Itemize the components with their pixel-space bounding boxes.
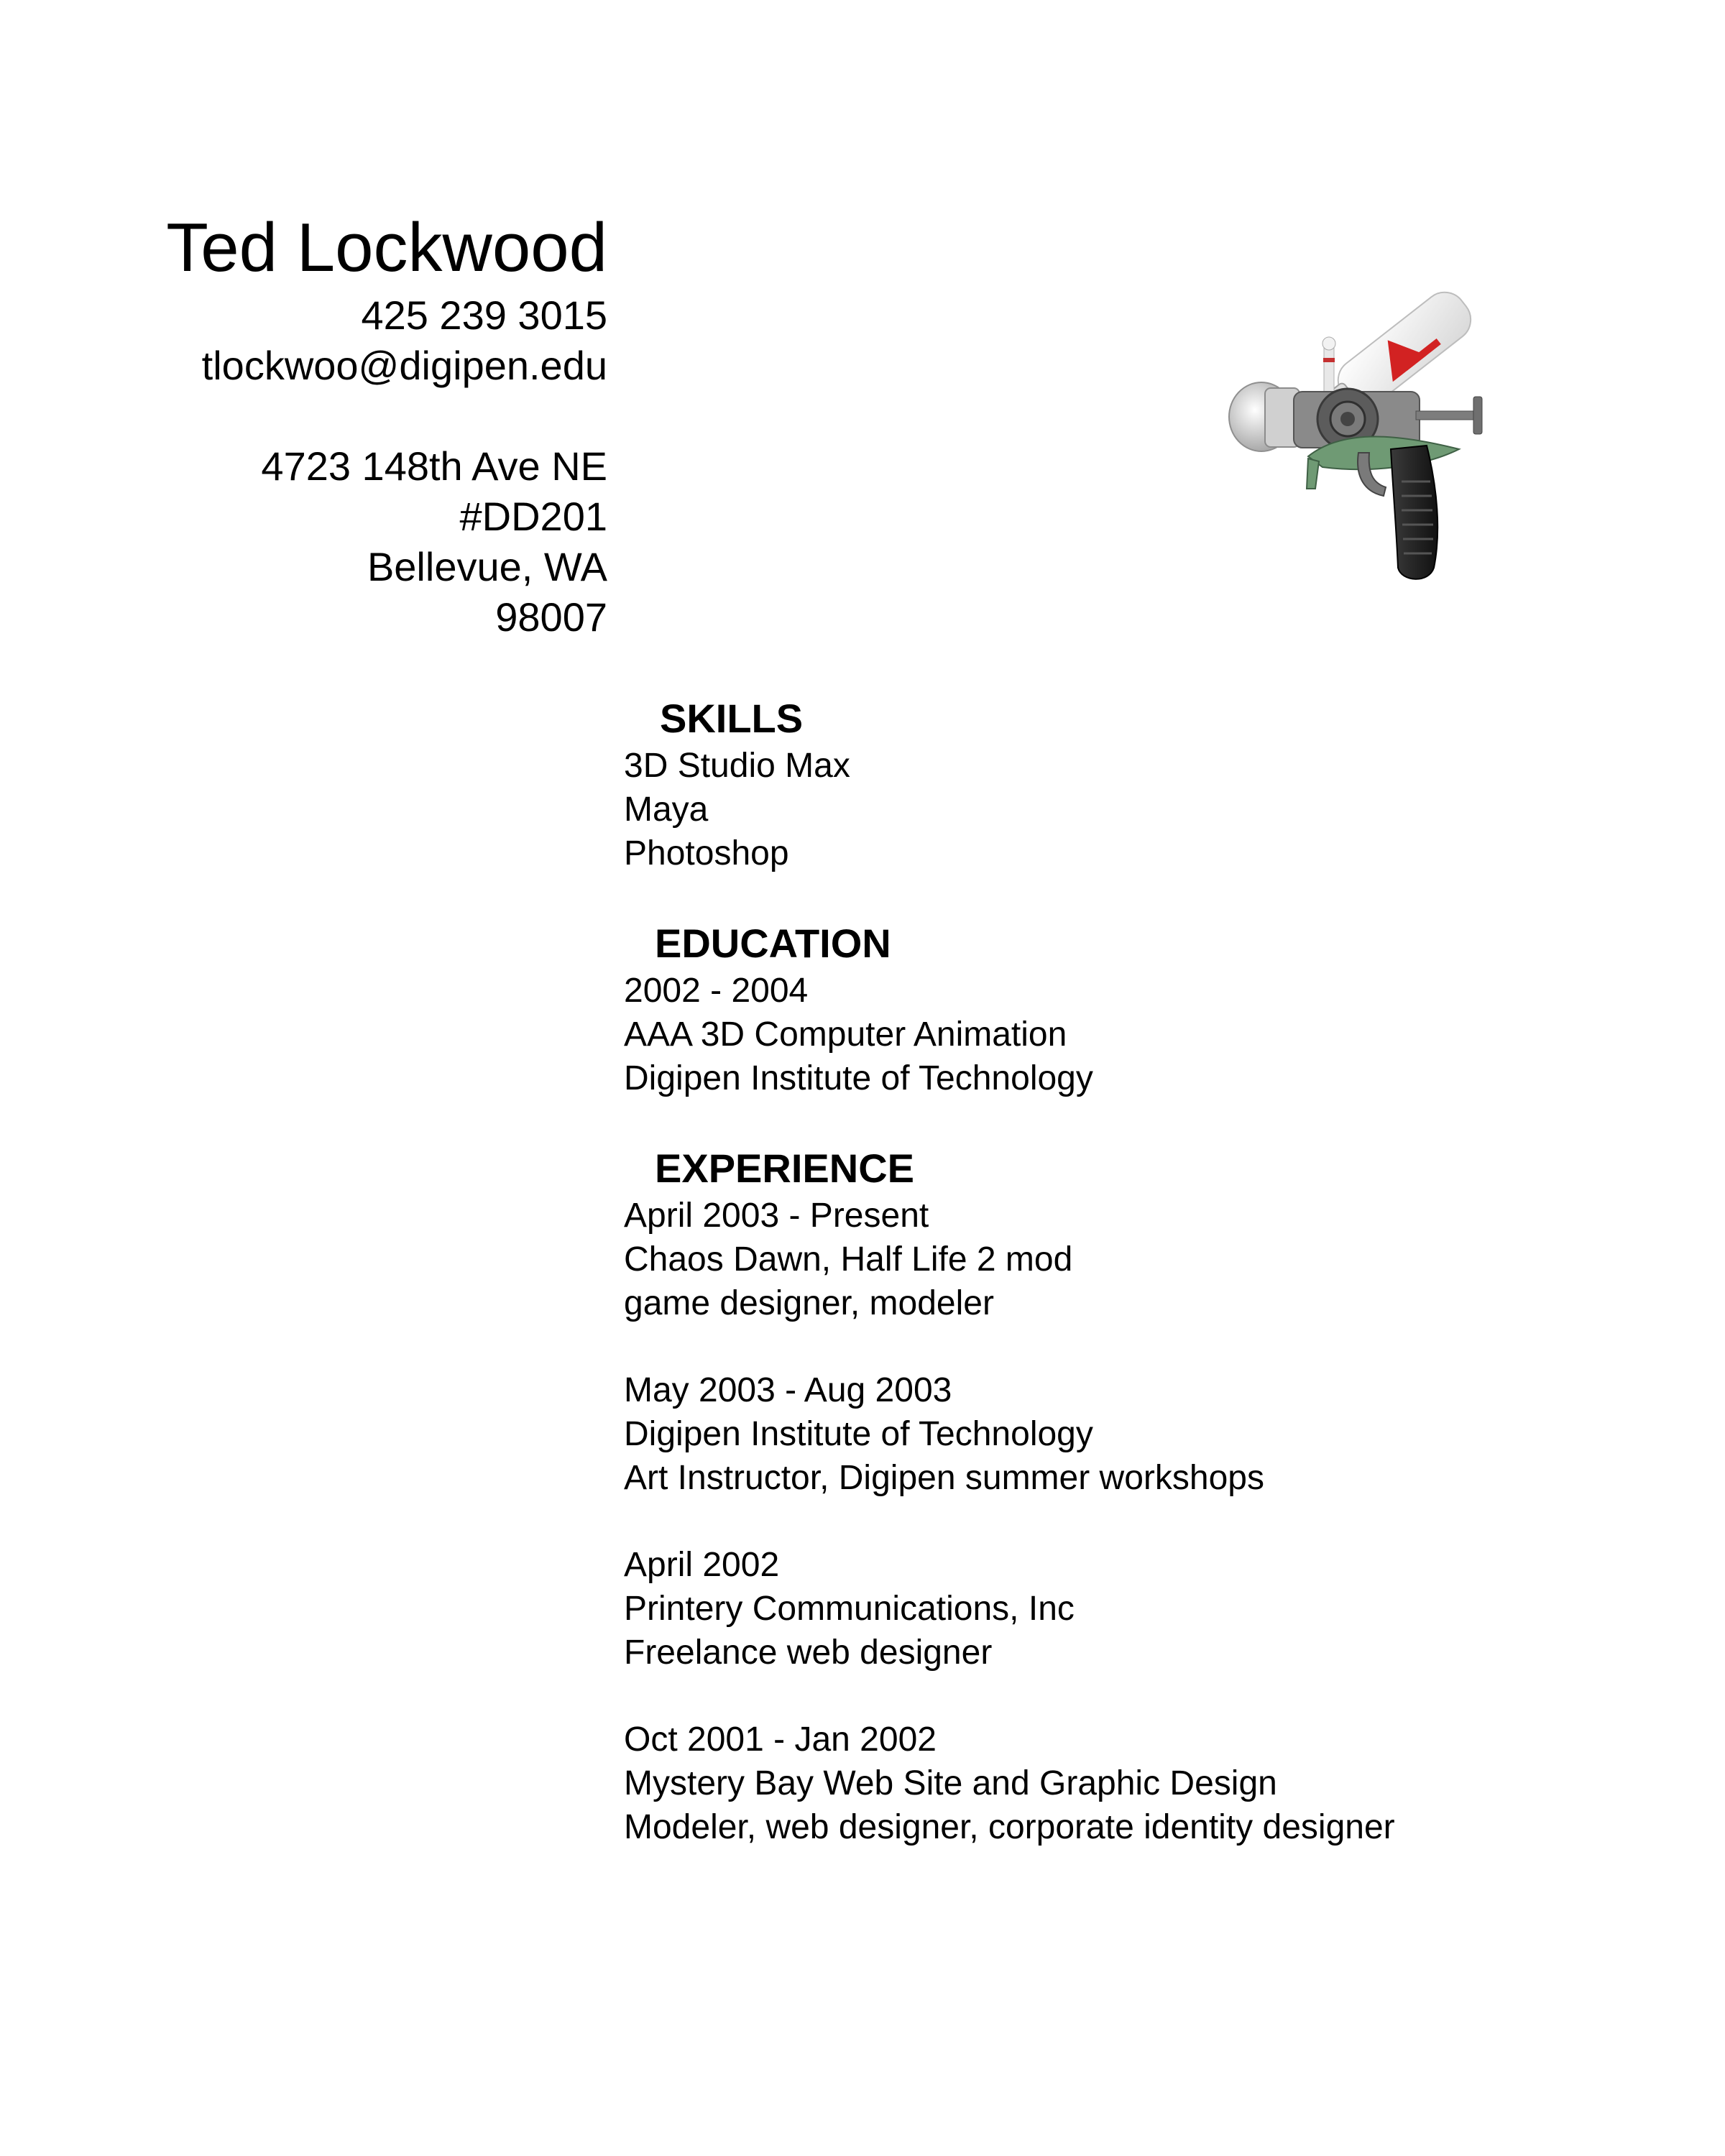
education-school: Digipen Institute of Technology	[624, 1059, 1093, 1097]
experience-section	[624, 1143, 1630, 1849]
education-heading: EDUCATION	[655, 921, 891, 966]
contact-block	[108, 208, 607, 642]
job-role: Modeler, web designer, corporate identity designer	[624, 1808, 1395, 1846]
experience-entry	[624, 1368, 1630, 1500]
address-unit: #DD201	[459, 494, 607, 539]
experience-entry	[624, 1194, 1630, 1325]
experience-entry	[624, 1718, 1630, 1849]
experience-heading: EXPERIENCE	[655, 1146, 914, 1191]
job-dates: May 2003 - Aug 2003	[624, 1371, 952, 1409]
address-street: 4723 148th Ave NE	[261, 443, 607, 489]
job-role: Freelance web designer	[624, 1634, 993, 1672]
phone-number: 425 239 3015	[361, 292, 607, 338]
contact-spacer	[108, 391, 607, 441]
experience-entry	[624, 1543, 1630, 1674]
job-dates: Oct 2001 - Jan 2002	[624, 1720, 937, 1759]
resume-body	[624, 694, 1630, 1892]
job-dates: April 2003 - Present	[624, 1197, 929, 1235]
education-dates: 2002 - 2004	[624, 972, 809, 1010]
job-organization: Chaos Dawn, Half Life 2 mod	[624, 1240, 1073, 1279]
job-dates: April 2002	[624, 1546, 780, 1584]
job-role: game designer, modeler	[624, 1284, 994, 1322]
skill-item: Maya	[624, 791, 709, 829]
education-section	[624, 918, 1630, 1100]
job-role: Art Instructor, Digipen summer workshops	[624, 1459, 1264, 1497]
address-zip: 98007	[495, 594, 607, 640]
education-degree: AAA 3D Computer Animation	[624, 1015, 1067, 1054]
spray-gun-illustration	[1222, 273, 1509, 589]
skills-heading: SKILLS	[660, 696, 804, 741]
skill-item: Photoshop	[624, 834, 789, 872]
job-organization: Mystery Bay Web Site and Graphic Design	[624, 1764, 1277, 1802]
applicant-name: Ted Lockwood	[166, 209, 607, 286]
skills-section	[624, 694, 1630, 875]
skill-item: 3D Studio Max	[624, 747, 850, 785]
address-city: Bellevue, WA	[367, 544, 607, 589]
job-organization: Printery Communications, Inc	[624, 1590, 1075, 1628]
job-organization: Digipen Institute of Technology	[624, 1415, 1093, 1453]
email-address: tlockwoo@digipen.edu	[201, 343, 607, 388]
